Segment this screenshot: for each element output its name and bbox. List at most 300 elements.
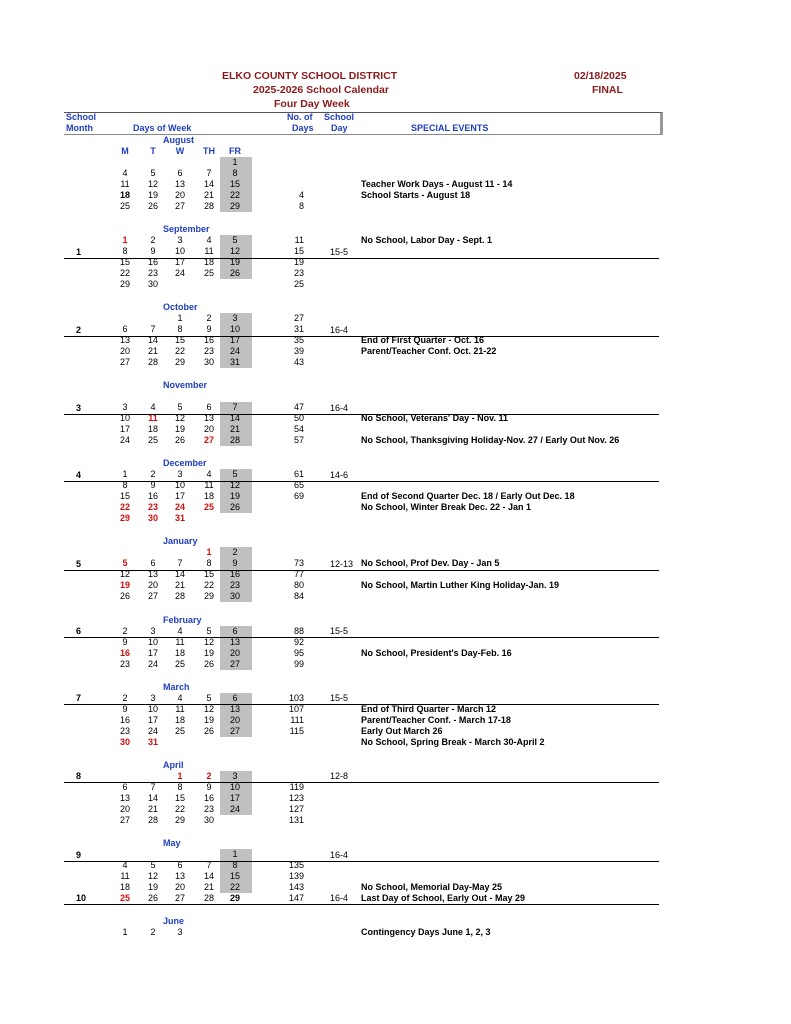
day-cell: 25 — [203, 502, 214, 512]
day-cell: 28 — [147, 815, 158, 825]
day-cell: 20 — [119, 804, 130, 814]
day-cell: 5 — [232, 469, 238, 479]
day-cell: 9 — [206, 782, 212, 792]
school-day-count: 16-4 — [330, 325, 349, 335]
day-cell: 15 — [229, 179, 240, 189]
special-event: No School, Spring Break - March 30-April 2 — [361, 737, 545, 747]
days-count: 80 — [293, 580, 304, 590]
special-event: End of Third Quarter - March 12 — [361, 704, 497, 714]
day-cell: 29 — [119, 513, 130, 523]
school-day-count: 16-4 — [330, 893, 349, 903]
day-cell: 1 — [122, 469, 128, 479]
day-cell: 30 — [229, 591, 240, 601]
day-cell: 19 — [229, 491, 240, 501]
day-cell: 11 — [204, 480, 214, 490]
day-cell: 11 — [175, 704, 185, 714]
month-divider — [64, 782, 659, 783]
days-count: 31 — [293, 324, 304, 334]
weekday-header-w: W — [175, 146, 185, 156]
day-cell: 22 — [174, 346, 185, 356]
day-cell: 13 — [203, 413, 214, 423]
day-cell: 10 — [119, 413, 130, 423]
day-cell: 1 — [122, 927, 128, 937]
day-cell: 5 — [150, 860, 156, 870]
day-cell: 30 — [119, 737, 130, 747]
day-cell: 12 — [147, 179, 158, 189]
day-cell: 10 — [147, 637, 158, 647]
day-cell: 9 — [232, 558, 238, 568]
weekday-header-fr: FR — [229, 146, 241, 156]
day-cell: 16 — [147, 257, 158, 267]
days-count: 143 — [288, 882, 304, 892]
day-cell: 19 — [147, 882, 158, 892]
day-cell: 12 — [147, 871, 158, 881]
day-cell: 4 — [150, 402, 156, 412]
day-cell: 9 — [150, 246, 156, 256]
day-cell: 6 — [122, 782, 128, 792]
month-divider — [64, 481, 659, 482]
day-cell: 31 — [147, 737, 158, 747]
days-count: 54 — [293, 424, 304, 434]
day-cell: 7 — [206, 860, 212, 870]
days-count: 95 — [293, 648, 304, 658]
day-cell: 17 — [229, 335, 240, 345]
day-cell: 13 — [229, 704, 240, 714]
day-cell: 26 — [119, 591, 130, 601]
month-name-january: January — [163, 536, 198, 546]
day-cell: 22 — [174, 804, 185, 814]
day-cell: 25 — [203, 268, 214, 278]
day-cell: 22 — [119, 502, 130, 512]
days-count: 73 — [293, 558, 304, 568]
day-cell: 29 — [229, 201, 240, 211]
special-event: Teacher Work Days - August 11 - 14 — [361, 179, 513, 189]
day-cell: 16 — [147, 491, 158, 501]
month-divider — [64, 258, 659, 259]
revision-date: 02/18/2025 — [574, 70, 627, 82]
days-count: 15 — [293, 246, 304, 256]
day-cell: 17 — [174, 491, 185, 501]
day-cell: 29 — [203, 591, 214, 601]
day-cell: 3 — [122, 402, 128, 412]
month-name-june: June — [163, 916, 185, 926]
day-cell: 21 — [203, 190, 214, 200]
day-cell: 1 — [232, 849, 238, 859]
day-cell: 5 — [177, 402, 183, 412]
day-cell: 21 — [174, 580, 185, 590]
day-cell: 11 — [148, 413, 158, 423]
day-cell: 3 — [177, 927, 183, 937]
month-name-august: August — [163, 135, 194, 145]
day-cell: 3 — [232, 313, 238, 323]
day-cell: 2 — [122, 626, 128, 636]
day-cell: 10 — [229, 324, 240, 334]
district-title: ELKO COUNTY SCHOOL DISTRICT — [222, 70, 398, 82]
day-cell: 24 — [229, 346, 240, 356]
day-cell: 6 — [177, 860, 183, 870]
day-cell: 2 — [232, 547, 238, 557]
days-count: 135 — [288, 860, 304, 870]
day-cell: 29 — [174, 815, 185, 825]
day-cell: 12 — [229, 246, 240, 256]
day-cell: 2 — [150, 235, 156, 245]
school-month-number: 5 — [76, 559, 82, 569]
day-cell: 10 — [229, 782, 240, 792]
week-title: Four Day Week — [274, 98, 350, 110]
special-event: Contingency Days June 1, 2, 3 — [361, 927, 491, 937]
month-name-february: February — [163, 615, 202, 625]
day-cell: 2 — [122, 693, 128, 703]
day-cell: 9 — [122, 704, 128, 714]
month-name-may: May — [163, 838, 181, 848]
special-event: No School, Labor Day - Sept. 1 — [361, 235, 493, 245]
month-divider — [64, 570, 659, 571]
day-cell: 29 — [119, 279, 130, 289]
school-month-number: 2 — [76, 325, 82, 335]
day-cell: 15 — [203, 569, 214, 579]
day-cell: 9 — [122, 637, 128, 647]
days-count: 127 — [288, 804, 304, 814]
calendar-title: 2025-2026 School Calendar — [253, 84, 389, 96]
weekday-header-m: M — [121, 146, 129, 156]
school-day-count: 15-5 — [330, 693, 349, 703]
day-cell: 12 — [174, 413, 185, 423]
day-cell: 22 — [229, 190, 240, 200]
day-cell: 4 — [206, 469, 212, 479]
day-cell: 26 — [174, 435, 185, 445]
day-cell: 12 — [203, 704, 214, 714]
school-month-number: 6 — [76, 626, 82, 636]
day-cell: 28 — [147, 357, 158, 367]
day-cell: 28 — [229, 435, 240, 445]
day-cell: 17 — [174, 257, 185, 267]
special-event: No School, Prof Dev. Day - Jan 5 — [361, 558, 500, 568]
day-cell: 30 — [203, 357, 214, 367]
day-cell: 2 — [150, 469, 156, 479]
day-cell: 2 — [206, 771, 212, 781]
special-event: No School, Martin Luther King Holiday-Jan. 19 — [361, 580, 560, 590]
school-month-number: 7 — [76, 693, 82, 703]
day-cell: 8 — [177, 782, 183, 792]
days-count: 4 — [298, 190, 304, 200]
day-cell: 2 — [150, 927, 156, 937]
day-cell: 16 — [203, 793, 214, 803]
day-cell: 4 — [122, 860, 128, 870]
school-month-number: 8 — [76, 771, 82, 781]
day-cell: 30 — [147, 513, 158, 523]
month-name-march: March — [163, 682, 190, 692]
day-cell: 7 — [206, 168, 212, 178]
days-count: 19 — [293, 257, 304, 267]
days-count: 103 — [288, 693, 304, 703]
day-cell: 7 — [150, 782, 156, 792]
days-count: 131 — [288, 815, 304, 825]
days-count: 107 — [288, 704, 304, 714]
day-cell: 7 — [177, 558, 183, 568]
day-cell: 3 — [177, 235, 183, 245]
day-cell: 19 — [229, 257, 240, 267]
day-cell: 27 — [203, 435, 214, 445]
school-day-count: 15-5 — [330, 626, 349, 636]
days-count: 61 — [293, 469, 304, 479]
month-name-december: December — [163, 458, 207, 468]
day-cell: 13 — [174, 179, 185, 189]
days-count: 69 — [293, 491, 304, 501]
day-cell: 24 — [147, 659, 158, 669]
days-count: 88 — [293, 626, 304, 636]
day-cell: 14 — [203, 871, 214, 881]
day-cell: 8 — [122, 246, 128, 256]
day-cell: 18 — [203, 257, 214, 267]
day-cell: 15 — [119, 491, 130, 501]
day-cell: 7 — [232, 402, 238, 412]
school-month-number: 9 — [76, 850, 82, 860]
day-cell: 19 — [174, 424, 185, 434]
day-cell: 30 — [203, 815, 214, 825]
day-cell: 24 — [174, 268, 185, 278]
day-cell: 30 — [147, 279, 158, 289]
day-cell: 6 — [232, 693, 238, 703]
day-cell: 26 — [147, 201, 158, 211]
day-cell: 26 — [229, 268, 240, 278]
day-cell: 8 — [206, 558, 212, 568]
day-cell: 23 — [147, 268, 158, 278]
day-cell: 11 — [120, 871, 130, 881]
school-day-count: 16-4 — [330, 403, 349, 413]
day-cell: 21 — [147, 346, 158, 356]
days-count: 57 — [293, 435, 304, 445]
day-cell: 18 — [174, 648, 185, 658]
day-cell: 23 — [119, 659, 130, 669]
day-cell: 23 — [203, 346, 214, 356]
day-cell: 27 — [229, 659, 240, 669]
day-cell: 12 — [119, 569, 130, 579]
special-event: Last Day of School, Early Out - May 29 — [361, 893, 526, 903]
days-count: 39 — [293, 346, 304, 356]
col-school-day-2: Day — [331, 123, 348, 133]
day-cell: 14 — [147, 335, 158, 345]
day-cell: 4 — [122, 168, 128, 178]
col-no-of: No. of — [287, 112, 313, 122]
days-count: 99 — [293, 659, 304, 669]
day-cell: 5 — [150, 168, 156, 178]
day-cell: 18 — [174, 715, 185, 725]
days-count: 111 — [290, 715, 304, 725]
day-cell: 20 — [174, 190, 185, 200]
days-count: 35 — [293, 335, 304, 345]
status-label: FINAL — [592, 84, 623, 96]
day-cell: 4 — [177, 626, 183, 636]
day-cell: 24 — [174, 502, 185, 512]
day-cell: 19 — [203, 715, 214, 725]
day-cell: 18 — [119, 882, 130, 892]
day-cell: 8 — [232, 168, 238, 178]
month-divider — [64, 336, 659, 337]
day-cell: 18 — [119, 190, 130, 200]
day-cell: 19 — [119, 580, 130, 590]
day-cell: 25 — [119, 201, 130, 211]
weekday-header-t: T — [150, 146, 156, 156]
special-event: No School, Thanksgiving Holiday-Nov. 27 / Early Out Nov. 26 — [361, 435, 620, 445]
day-cell: 5 — [206, 693, 212, 703]
month-divider — [64, 704, 659, 705]
day-cell: 20 — [174, 882, 185, 892]
day-cell: 31 — [174, 513, 185, 523]
days-count: 23 — [293, 268, 304, 278]
day-cell: 6 — [206, 402, 212, 412]
special-event: School Starts - August 18 — [361, 190, 471, 200]
days-count: 25 — [293, 279, 304, 289]
day-cell: 22 — [229, 882, 240, 892]
day-cell: 3 — [150, 693, 156, 703]
day-cell: 23 — [119, 726, 130, 736]
day-cell: 12 — [229, 480, 240, 490]
special-event: No School, President's Day-Feb. 16 — [361, 648, 512, 658]
day-cell: 3 — [232, 771, 238, 781]
special-event: No School, Winter Break Dec. 22 - Jan 1 — [361, 502, 531, 512]
day-cell: 27 — [147, 591, 158, 601]
day-cell: 27 — [229, 726, 240, 736]
day-cell: 6 — [150, 558, 156, 568]
special-event: End of First Quarter - Oct. 16 — [361, 335, 485, 345]
day-cell: 16 — [119, 648, 130, 658]
day-cell: 21 — [147, 804, 158, 814]
days-count: 92 — [293, 637, 304, 647]
day-cell: 22 — [203, 580, 214, 590]
days-count: 115 — [289, 726, 304, 736]
school-month-number: 1 — [76, 247, 82, 257]
col-days-of-week: Days of Week — [133, 123, 192, 133]
day-cell: 11 — [175, 637, 185, 647]
day-cell: 27 — [174, 893, 185, 903]
day-cell: 24 — [119, 435, 130, 445]
days-count: 27 — [293, 313, 304, 323]
days-count: 8 — [298, 201, 304, 211]
day-cell: 13 — [147, 569, 158, 579]
day-cell: 18 — [203, 491, 214, 501]
day-cell: 27 — [174, 201, 185, 211]
day-cell: 1 — [177, 313, 183, 323]
day-cell: 15 — [174, 793, 185, 803]
day-cell: 20 — [203, 424, 214, 434]
day-cell: 7 — [150, 324, 156, 334]
day-cell: 19 — [147, 190, 158, 200]
day-cell: 8 — [122, 480, 128, 490]
day-cell: 4 — [177, 693, 183, 703]
day-cell: 18 — [147, 424, 158, 434]
day-cell: 31 — [229, 357, 240, 367]
day-cell: 20 — [229, 715, 240, 725]
day-cell: 1 — [122, 235, 128, 245]
days-count: 11 — [294, 235, 304, 245]
month-name-september: September — [163, 224, 210, 234]
weekday-header-th: TH — [203, 146, 215, 156]
day-cell: 6 — [122, 324, 128, 334]
special-event: No School, Memorial Day-May 25 — [361, 882, 503, 892]
special-event: No School, Veterans' Day - Nov. 11 — [361, 413, 509, 423]
school-day-count: 15-5 — [330, 247, 349, 257]
day-cell: 29 — [229, 893, 240, 903]
day-cell: 13 — [174, 871, 185, 881]
days-count: 84 — [293, 591, 304, 601]
school-day-count: 12-13 — [330, 559, 354, 569]
day-cell: 17 — [119, 424, 130, 434]
day-cell: 10 — [174, 480, 185, 490]
day-cell: 26 — [229, 502, 240, 512]
day-cell: 24 — [229, 804, 240, 814]
day-cell: 9 — [150, 480, 156, 490]
day-cell: 6 — [232, 626, 238, 636]
day-cell: 17 — [147, 648, 158, 658]
day-cell: 3 — [177, 469, 183, 479]
day-cell: 27 — [119, 815, 130, 825]
day-cell: 6 — [177, 168, 183, 178]
month-divider — [64, 904, 659, 905]
day-cell: 20 — [119, 346, 130, 356]
day-cell: 5 — [122, 558, 128, 568]
col-special-events: SPECIAL EVENTS — [411, 123, 489, 133]
days-count: 50 — [293, 413, 304, 423]
school-month-number: 3 — [76, 403, 82, 413]
col-days: Days — [292, 123, 314, 133]
month-divider — [64, 637, 659, 638]
day-cell: 5 — [232, 235, 238, 245]
day-cell: 20 — [147, 580, 158, 590]
day-cell: 13 — [119, 793, 130, 803]
day-cell: 3 — [150, 626, 156, 636]
day-cell: 13 — [229, 637, 240, 647]
day-cell: 28 — [174, 591, 185, 601]
day-cell: 8 — [177, 324, 183, 334]
day-cell: 14 — [147, 793, 158, 803]
day-cell: 25 — [147, 435, 158, 445]
day-cell: 13 — [119, 335, 130, 345]
days-count: 43 — [293, 357, 304, 367]
col-school-day-1: School — [324, 112, 355, 122]
day-cell: 11 — [204, 246, 214, 256]
day-cell: 15 — [119, 257, 130, 267]
days-count: 139 — [288, 871, 304, 881]
special-event: Parent/Teacher Conf. - March 17-18 — [361, 715, 511, 725]
day-cell: 11 — [120, 179, 130, 189]
days-count: 47 — [293, 402, 304, 412]
days-count: 123 — [288, 793, 304, 803]
day-cell: 23 — [203, 804, 214, 814]
day-cell: 26 — [203, 659, 214, 669]
col-school: School — [66, 112, 97, 122]
day-cell: 8 — [232, 860, 238, 870]
day-cell: 14 — [229, 413, 240, 423]
special-event: Early Out March 26 — [361, 726, 443, 736]
day-cell: 15 — [174, 335, 185, 345]
day-cell: 25 — [174, 659, 185, 669]
school-month-number: 4 — [76, 470, 82, 480]
special-event: End of Second Quarter Dec. 18 / Early Out Dec. 18 — [361, 491, 575, 501]
days-count: 77 — [293, 569, 304, 579]
day-cell: 1 — [232, 157, 238, 167]
day-cell: 17 — [147, 715, 158, 725]
day-cell: 19 — [203, 648, 214, 658]
day-cell: 2 — [206, 313, 212, 323]
day-cell: 26 — [203, 726, 214, 736]
day-cell: 9 — [206, 324, 212, 334]
month-name-october: October — [163, 302, 198, 312]
day-cell: 20 — [229, 648, 240, 658]
col-month: Month — [66, 123, 93, 133]
school-day-count: 12-8 — [330, 771, 349, 781]
days-count: 119 — [289, 782, 304, 792]
day-cell: 27 — [119, 357, 130, 367]
